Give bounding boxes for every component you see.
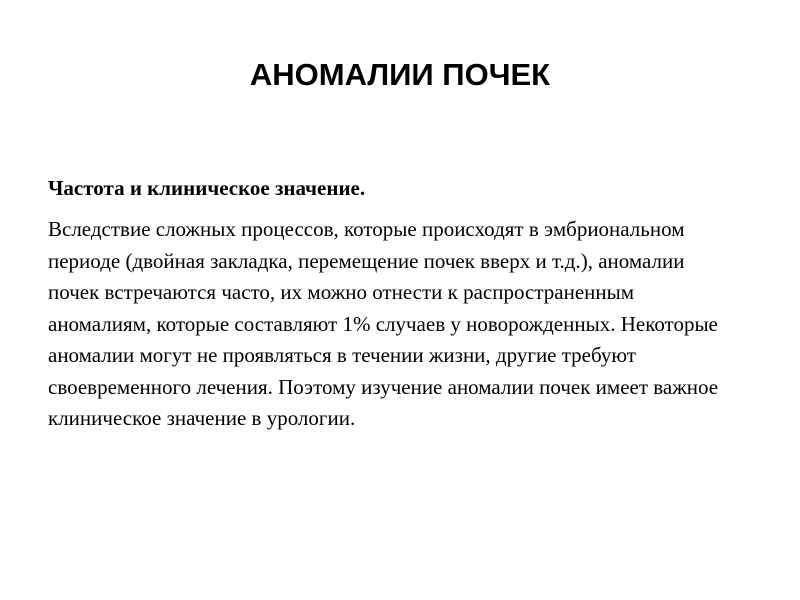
section-subheading: Частота и клиническое значение.	[48, 176, 366, 200]
slide-content	[48, 168, 748, 435]
slide-title: АНОМАЛИИ ПОЧЕК	[249, 57, 551, 92]
body-paragraph: Вследствие сложных процессов, которые происходят в эмбриональном периоде (двойная закладка, перемещение почек вверх и т.д.), аномалии почек встречаются часто, их можно отнести к распространенным аномалиям, которые составляют 1% случаев у новорожденных. Некоторые аномалии могут не проявляться в течении жизни, другие требуют своевременного лечения. Поэтому изучение аномалии почек имеет важное клиническое значение в урологии.	[48, 217, 719, 430]
